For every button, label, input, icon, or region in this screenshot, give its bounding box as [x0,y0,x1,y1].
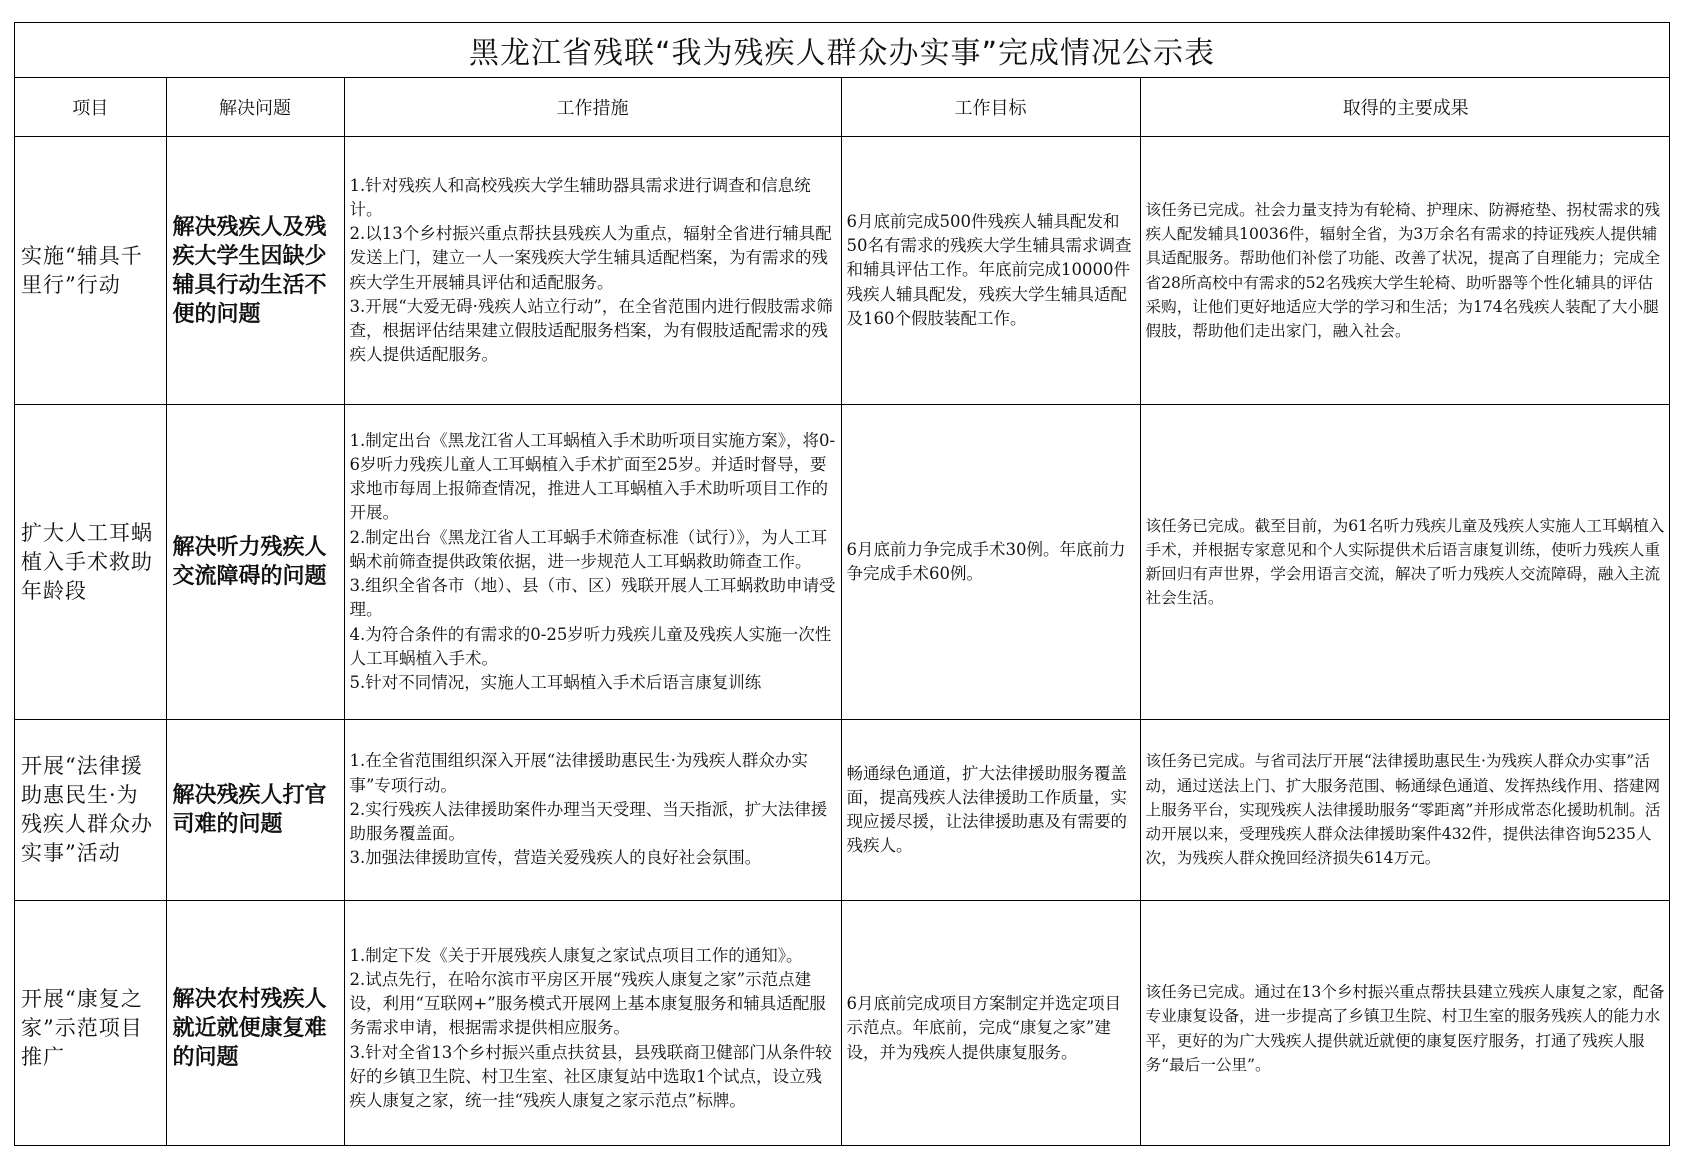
summary-table [15,78,1670,1146]
header-measures: 工作措施 [344,78,841,137]
measure-item: 2.实行残疾人法律援助案件办理当天受理、当天指派，扩大法律援助服务覆盖面。 [349,799,828,844]
measure-item: 3.加强法律援助宣传，营造关爱残疾人的良好社会氛围。 [349,848,762,868]
row-problem: 解决残疾人打官司难的问题 [166,720,344,901]
table-row [15,901,1670,1147]
row-measures [344,901,841,1147]
header-achievement: 取得的主要成果 [1140,78,1670,137]
row-problem: 解决听力残疾人交流障碍的问题 [166,405,344,720]
measure-item: 2.制定出台《黑龙江省人工耳蜗手术筛查标准（试行）》，为人工耳蜗术前筛查提供政策依据，进一步规范人工耳蜗救助筛查工作。 [349,527,828,571]
measure-item: 1.制定出台《黑龙江省人工耳蜗植入手术助听项目实施方案》，将0-6岁听力残疾儿童人工耳蜗植入手术扩面至25岁。并适时督导，要求地市每周上报筛查情况，推进人工耳蜗植入手术助听项目工作的开展。 [349,430,836,523]
row-measures [344,405,841,720]
summary-table-sheet [14,22,1670,1146]
header-problem: 解决问题 [166,78,344,137]
row-achievement: 该任务已完成。社会力量支持为有轮椅、护理床、防褥疮垫、拐杖需求的残疾人配发辅具10036件，辐射全省，为3万余名有需求的持证残疾人提供辅具适配服务。帮助他们补偿了功能、改善了状况，提高了自理能力；完成全省28所高校中有需求的52名残疾大学生轮椅、助听器等个性化辅具的评估采购，让他们更好地适应大学的学习和生活；为174名残疾人装配了大小腿假肢，帮助他们走出家门，融入社会。 [1140,137,1670,405]
table-row [15,405,1670,720]
measure-item: 1.针对残疾人和高校残疾大学生辅助器具需求进行调查和信息统计。 [349,175,811,219]
row-achievement: 该任务已完成。与省司法厅开展“法律援助惠民生·为残疾人群众办实事”活动，通过送法上门、扩大服务范围、畅通绿色通道、发挥热线作用、搭建网上服务平台，实现残疾人法律援助服务“零距离”并形成常态化援助机制。活动开展以来，受理残疾人群众法律援助案件432件，提供法律咨询5235人次，为残疾人群众挽回经济损失614万元。 [1140,720,1670,901]
row-goal: 6月底前力争完成手术30例。年底前力争完成手术60例。 [841,405,1140,720]
table-row [15,137,1670,405]
row-achievement: 该任务已完成。通过在13个乡村振兴重点帮扶县建立残疾人康复之家，配备专业康复设备，进一步提高了乡镇卫生院、村卫生室的服务残疾人的能力水平，更好的为广大残疾人提供就近就便的康复医疗服务，打通了残疾人服务“最后一公里”。 [1140,901,1670,1147]
table-row [15,720,1670,901]
row-item: 扩大人工耳蜗植入手术救助年龄段 [15,405,166,720]
row-measures [344,137,841,405]
measure-item: 3.组织全省各市（地）、县（市、区）残联开展人工耳蜗救助申请受理。 [349,576,836,620]
measure-item: 1.制定下发《关于开展残疾人康复之家试点项目工作的通知》。 [349,945,803,965]
measure-item: 5.针对不同情况，实施人工耳蜗植入手术后语言康复训练 [349,672,762,692]
row-problem: 解决农村残疾人就近就便康复难的问题 [166,901,344,1147]
measure-item: 3.开展“大爱无碍·残疾人站立行动”，在全省范围内进行假肢需求筛查，根据评估结果建立假肢适配服务档案，为有假肢适配需求的残疾人提供适配服务。 [349,296,833,365]
row-item: 实施“辅具千里行”行动 [15,137,166,405]
row-achievement: 该任务已完成。截至目前，为61名听力残疾儿童及残疾人实施人工耳蜗植入手术，并根据专家意见和个人实际提供术后语言康复训练，使听力残疾人重新回归有声世界，学会用语言交流，解决了听力残疾人交流障碍，融入主流社会生活。 [1140,405,1670,720]
row-goal: 6月底前完成项目方案制定并选定项目示范点。年底前，完成“康复之家”建设，并为残疾人提供康复服务。 [841,901,1140,1147]
measure-item: 2.试点先行，在哈尔滨市平房区开展“残疾人康复之家”示范点建设，利用“互联网+”服务模式开展网上基本康复服务和辅具适配服务需求申请，根据需求提供相应服务。 [349,969,826,1038]
measure-item: 2.以13个乡村振兴重点帮扶县残疾人为重点，辐射全省进行辅具配发送上门，建立一人一案残疾大学生辅具适配档案，为有需求的残疾大学生开展辅具评估和适配服务。 [349,224,832,292]
header-item: 项目 [15,78,166,137]
measure-item: 3.针对全省13个乡村振兴重点扶贫县，县残联商卫健部门从条件较好的乡镇卫生院、村卫生室、社区康复站中选取1个试点，设立残疾人康复之家，统一挂“残疾人康复之家示范点”标牌。 [349,1042,832,1110]
header-row [15,78,1670,137]
row-item: 开展“康复之家”示范项目推广 [15,901,166,1147]
row-goal: 6月底前完成500件残疾人辅具配发和50名有需求的残疾大学生辅具需求调查和辅具评估工作。年底前完成10000件残疾人辅具配发，残疾大学生辅具适配及160个假肢装配工作。 [841,137,1140,405]
row-goal: 畅通绿色通道，扩大法律援助服务覆盖面，提高残疾人法律援助工作质量，实现应援尽援，让法律援助惠及有需要的残疾人。 [841,720,1140,901]
row-measures [344,720,841,901]
header-goal: 工作目标 [841,78,1140,137]
row-item: 开展“法律援助惠民生·为残疾人群众办实事”活动 [15,720,166,901]
row-problem: 解决残疾人及残疾大学生因缺少辅具行动生活不便的问题 [166,137,344,405]
table-title: 黑龙江省残联“我为残疾人群众办实事”完成情况公示表 [15,23,1669,78]
measure-item: 4.为符合条件的有需求的0-25岁听力残疾儿童及残疾人实施一次性人工耳蜗植入手术。 [349,624,832,668]
measure-item: 1.在全省范围组织深入开展“法律援助惠民生·为残疾人群众办实事”专项行动。 [349,751,808,795]
